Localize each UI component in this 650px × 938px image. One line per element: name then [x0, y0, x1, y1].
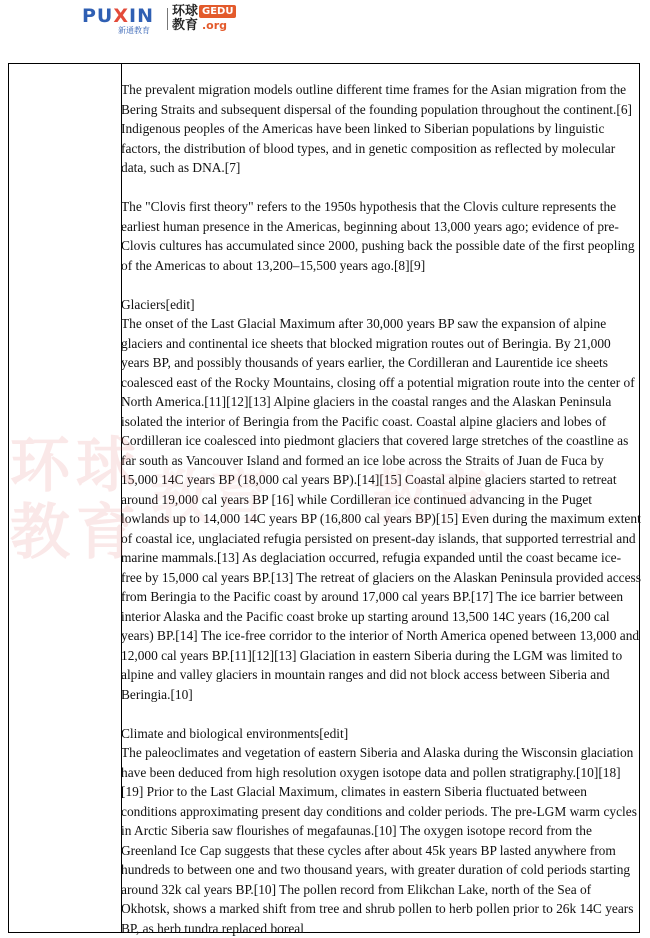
section-heading-climate: Climate and biological environments[edit] — [121, 725, 349, 741]
section-body-climate: The paleoclimates and vegetation of eastern Siberia and Alaska during the Wisconsin glaciation have been deduced from high resolution oxygen isotope data and pollen stratigraphy.[10][18][19] Prior to the Last Glacial Maximum, climates in eastern Siberia fluctuated between conditions approximating present day conditions and colder periods. The pre-LGM warm cycles in Arctic Siberia saw flourishes of megafaunas.[10] The oxygen isotope record from the Greenland Ice Cap suggests that these cycles after about 45k years BP lasted anywhere from hundreds to between one and two thousand years, with greater duration of cold periods starting around 32k cal years BP.[10] The pollen record from Elikchan Lake, north of the Sea of Okhotsk, shows a marked shift from tree and shrub pollen to herb pollen prior to 26k 14C years BP, as herb tundra replaced boreal — [121, 745, 637, 936]
watermark-line1: 环球 — [10, 431, 142, 501]
watermark-line2: 教育 — [10, 498, 142, 568]
gedu-logo-chinese: 环球 教育 — [172, 4, 199, 33]
paragraph-clovis-first: The "Clovis first theory" refers to the 1950s hypothesis that the Clovis culture represents the earliest human presence in the Americas, beginning about 13,000 years ago; evidence of pre-Clovis cultures has accumulated since 2000, pushing back the possible date of the first peopling of the Americas to about 13,200–15,500 years ago.[8][9] — [121, 199, 635, 273]
gedu-logo-org: .org — [202, 19, 228, 32]
document-body — [121, 80, 641, 938]
section-heading-glaciers: Glaciers[edit] — [121, 296, 195, 312]
puxin-logo-x: X — [113, 5, 130, 27]
section-body-glaciers: The onset of the Last Glacial Maximum after 30,000 years BP saw the expansion of alpine glaciers and continental ice sheets that blocked migration routes out of Beringia. By 21,000 years BP, and possibly thousands of years earlier, the Cordilleran and Laurentide ice sheets coalesced east of the Rocky Mountains, closing off a potential migration route into the center of North America.[11][12][13] Alpine glaciers in the coastal ranges and the Alaskan Peninsula isolated the interior of Beringia from the Pacific coast. Coastal alpine glaciers and lobes of Cordilleran ice coalesced into piedmont glaciers that covered large stretches of the coastline as far south as Vancouver Island and formed an ice lobe across the Straits of Juan de Fuca by 15,000 14C years BP (18,000 cal years BP).[14][15] Coastal alpine glaciers started to retreat around 19,000 cal years BP [16] while Cordilleran ice continued advancing in the Puget lowlands up to 14,000 14C years BP (16,800 cal years BP)[15] Even during the maximum extent of coastal ice, unglaciated refugia persisted on present-day islands, that supported terrestrial and marine mammals.[13] As deglaciation occurred, refugia expanded until the coast became ice-free by 15,000 cal years BP.[13] The retreat of glaciers on the Alaskan Peninsula provided access from Beringia to the Pacific coast by around 17,000 cal years BP.[17] The ice barrier between interior Alaska and the Pacific coast broke up starting around 13,500 14C years (16,200 cal years) BP.[14] The ice-free corridor to the interior of North America opened between 13,000 and 12,000 cal years BP.[11][12][13] Glaciation in eastern Siberia during the LGM was limited to alpine and valley glaciers in mountain ranges and did not block access between Siberia and Beringia.[10] — [121, 316, 641, 702]
page-header — [0, 0, 650, 52]
watermark-right: 教育 — [370, 463, 490, 533]
logo-separator — [167, 8, 168, 30]
gedu-logo-badge: GEDU — [199, 5, 236, 18]
puxin-logo-left: PU — [82, 5, 114, 27]
puxin-logo-subtitle: 新通教育 — [118, 26, 150, 35]
puxin-logo-right: IN — [129, 5, 154, 27]
watermark-center: 教育 — [150, 463, 270, 533]
puxin-logo — [82, 6, 154, 26]
paragraph-migration-models: The prevalent migration models outline different time frames for the Asian migration from the Bering Straits and subsequent dispersal of the founding population throughout the continent.[6] Indigenous peoples of the Americas have been linked to Siberian populations by linguistic factors, the distribution of blood types, and in genetic composition as reflected by molecular data, such as DNA.[7] — [121, 82, 632, 175]
